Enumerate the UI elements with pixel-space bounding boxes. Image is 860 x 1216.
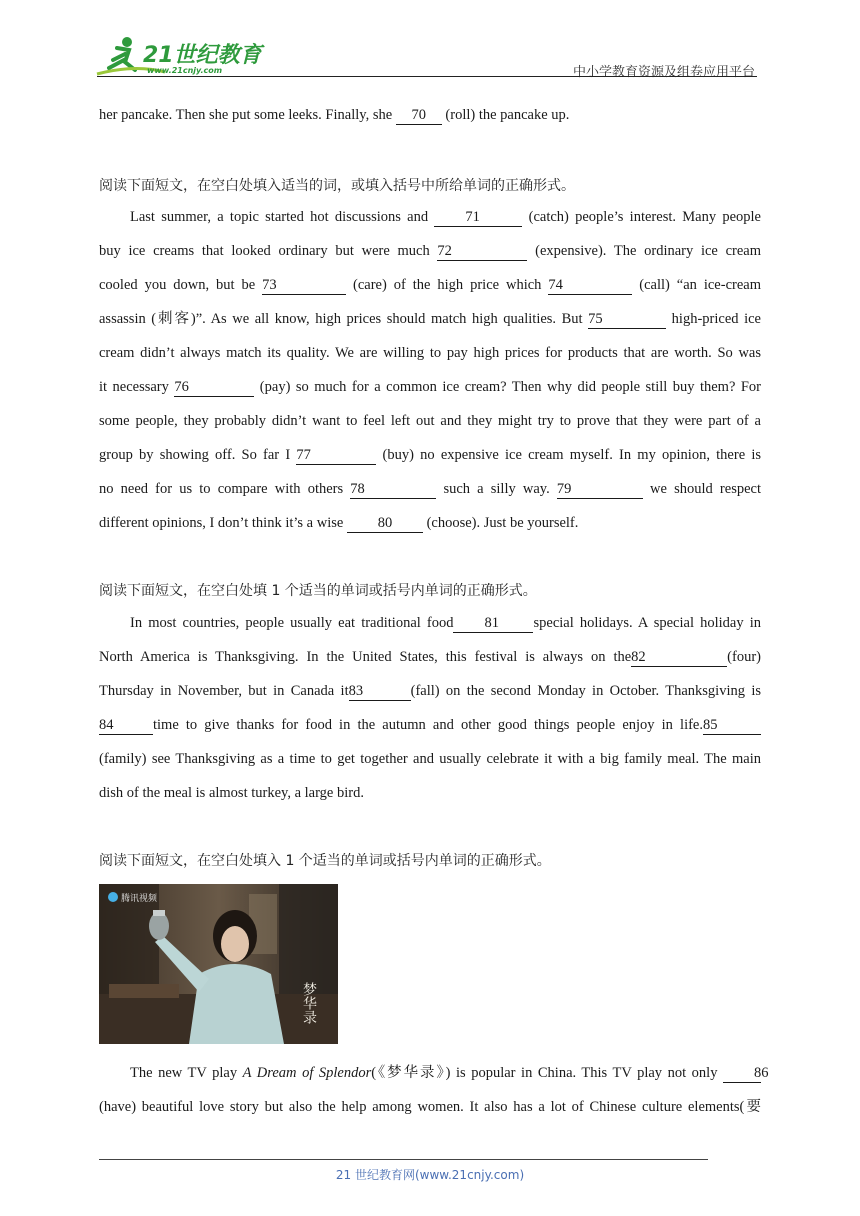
blank-84[interactable]: 84: [99, 716, 153, 735]
text-segment: (catch) people’s interest. Many people: [522, 209, 761, 225]
text-segment: (family) see Thanksgiving as a time to get together and usually celebrate it with a big family meal. The main: [99, 751, 761, 767]
page-header: [0, 0, 860, 80]
header-divider: [97, 76, 757, 77]
blank-77[interactable]: 77: [296, 446, 376, 465]
s1-line-7: [99, 404, 761, 438]
section3-instruction: 阅读下面短文，在空白处填入 1 个适当的单词或括号内单词的正确形式。: [99, 853, 551, 869]
text-segment: (pay) so much for a common ice cream? Then why did people still buy them? For: [254, 379, 762, 395]
footer-divider: [99, 1159, 708, 1160]
blank-86[interactable]: 86: [723, 1064, 761, 1083]
runner-logo-icon: [95, 34, 265, 76]
site-logo: [95, 34, 265, 76]
text-segment: cream didn’t always match its quality. We are willing to pay high prices for products that are worth. So was: [99, 345, 761, 361]
s2-line-2: [99, 640, 761, 674]
play-title: A Dream of Splendor: [242, 1065, 372, 1081]
text-segment: time to give thanks for food in the autumn and other good things people enjoy in life.: [153, 717, 703, 733]
blank-80[interactable]: 80: [347, 514, 423, 533]
text-segment: (have) beautiful love story but also the help among women. It also has a lot of Chinese culture elements(要: [99, 1099, 761, 1115]
blank-85[interactable]: 85: [703, 716, 761, 735]
text-segment: no need for us to compare with others: [99, 481, 351, 497]
text-segment: (four): [727, 649, 761, 665]
drama-title-calligraphy: 梦华录: [301, 982, 317, 1024]
text-segment: different opinions, I don’t think it’s a wise: [99, 515, 347, 531]
s2-line-4: [99, 708, 761, 742]
s1-line-5: [99, 336, 761, 370]
text-segment: The new TV play: [130, 1065, 243, 1081]
blank-74[interactable]: 74: [548, 276, 632, 295]
text-segment: some people, they probably didn’t want to feel left out and they might try to prove that they were part of a: [99, 413, 761, 429]
logo-text: 21世纪教育: [143, 43, 262, 68]
platform-name: 中小学教育资源及组卷应用平台: [572, 65, 755, 80]
text-segment: North America is Thanksgiving. In the United States, this festival is always on the: [99, 649, 632, 665]
text-segment: (expensive). The ordinary ice cream: [527, 243, 761, 259]
blank-70[interactable]: 70: [396, 106, 442, 125]
s1-line-3: [99, 268, 761, 302]
blank-73[interactable]: 73: [262, 276, 346, 295]
text-segment: (call) “an ice-cream: [632, 277, 761, 293]
s2-line-1: [99, 606, 761, 640]
s1-line-4: [99, 302, 761, 336]
text-segment: her pancake. Then she put some leeks. Finally, she: [99, 107, 396, 123]
blank-76[interactable]: 76: [174, 378, 254, 397]
text-segment: group by showing off. So far I: [99, 447, 297, 463]
text-segment: assassin (刺客)”. As we all know, high prices should match high qualities. But: [99, 311, 589, 327]
text-segment: special holidays. A special holiday in: [533, 615, 761, 631]
section2-instruction: 阅读下面短文，在空白处填 1 个适当的单词或括号内单词的正确形式。: [99, 583, 537, 599]
text-segment: (fall) on the second Monday in October. Thanksgiving is: [410, 683, 761, 699]
s1-line-6: [99, 370, 761, 404]
text-segment: (roll) the pancake up.: [441, 107, 570, 123]
blank-82[interactable]: 82: [631, 648, 727, 667]
blank-75[interactable]: 75: [588, 310, 666, 329]
section1-instruction: 阅读下面短文，在空白处填入适当的词，或填入括号中所给单词的正确形式。: [99, 178, 575, 194]
s2-line-6: [99, 776, 761, 810]
text-segment: dish of the meal is almost turkey, a large bird.: [99, 785, 364, 801]
text-segment: (buy) no expensive ice cream myself. In my opinion, there is: [376, 447, 761, 463]
s2-line-3: [99, 674, 761, 708]
s1-line-2: [99, 234, 761, 268]
blank-78[interactable]: 78: [350, 480, 436, 499]
tv-play-photo: [99, 884, 338, 1044]
text-segment: (care) of the high price which: [346, 277, 549, 293]
s1-line-9: [99, 472, 761, 506]
text-segment: such a silly way.: [436, 481, 557, 497]
s2-line-5: [99, 742, 761, 776]
text-segment: it necessary: [99, 379, 175, 395]
s3-line-2: [99, 1090, 761, 1124]
blank-81[interactable]: 81: [453, 614, 533, 633]
s1-line-8: [99, 438, 761, 472]
continuation-line: [99, 98, 761, 132]
video-watermark: 腾讯视频: [121, 894, 158, 904]
text-segment: Thursday in November, but in Canada it: [99, 683, 349, 699]
text-segment: cooled you down, but be: [99, 277, 263, 293]
text-segment: Last summer, a topic started hot discussions and: [130, 209, 435, 225]
text-segment: buy ice creams that looked ordinary but were much: [99, 243, 438, 259]
logo-url: www.21cnjy.com: [147, 66, 223, 75]
text-segment: high-priced ice: [666, 311, 761, 327]
blank-79[interactable]: 79: [557, 480, 643, 499]
blank-72[interactable]: 72: [437, 242, 527, 261]
text-segment: (choose). Just be yourself.: [422, 515, 579, 531]
blank-71[interactable]: 71: [434, 208, 522, 227]
text-segment: (《梦华录》) is popular in China. This TV play not only: [371, 1065, 723, 1081]
text-segment: we should respect: [642, 481, 761, 497]
s1-line-10: [99, 506, 761, 540]
text-segment: In most countries, people usually eat traditional food: [130, 615, 454, 631]
blank-83[interactable]: 83: [349, 682, 411, 701]
s3-line-1: [99, 1056, 769, 1090]
footer-link[interactable]: 21 世纪教育网(www.21cnjy.com): [335, 1168, 525, 1182]
s1-line-1: [99, 200, 761, 234]
